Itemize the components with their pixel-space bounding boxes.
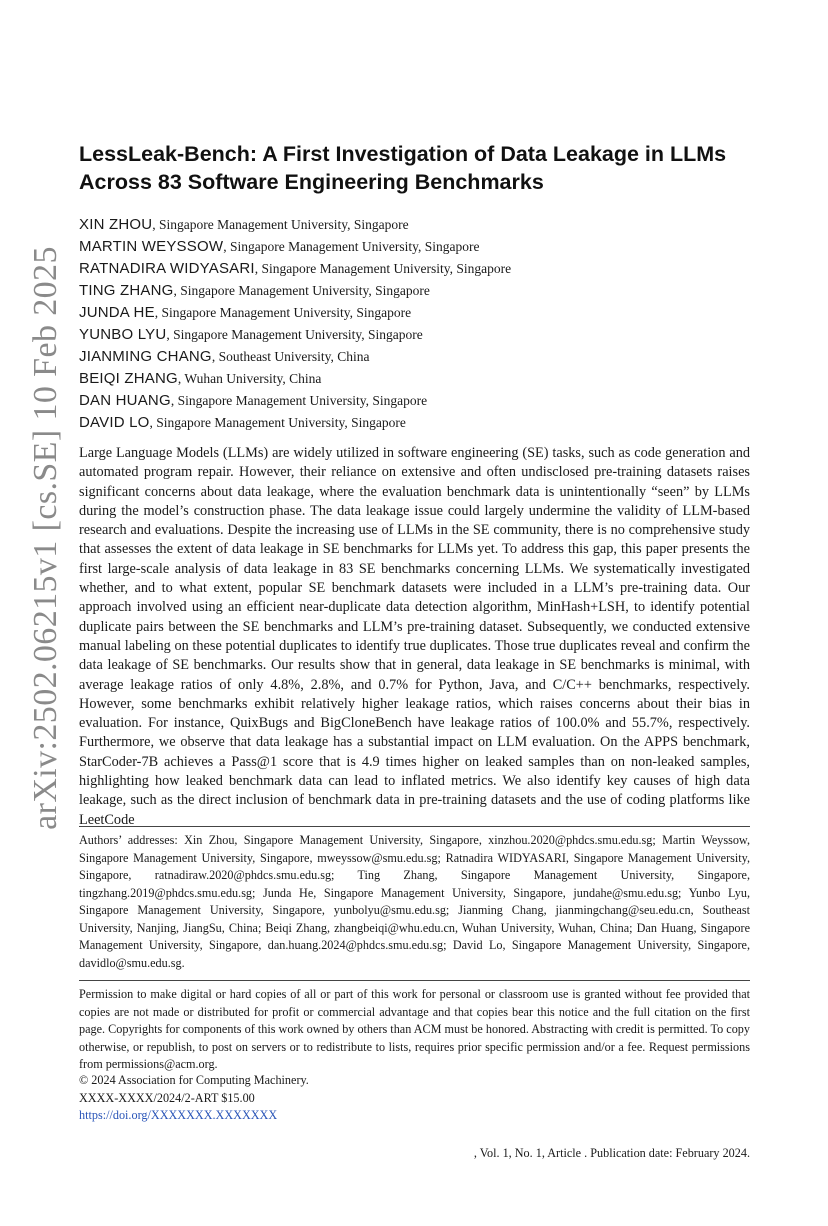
author-entry bbox=[79, 236, 750, 258]
doi-link[interactable]: https://doi.org/XXXXXXX.XXXXXXX bbox=[79, 1108, 278, 1122]
address-divider bbox=[79, 826, 750, 827]
author-entry bbox=[79, 368, 750, 390]
author-entry bbox=[79, 390, 750, 412]
author-entry bbox=[79, 346, 750, 368]
author-entry bbox=[79, 280, 750, 302]
author-affiliation: , Southeast University, China bbox=[211, 349, 370, 364]
author-affiliation: , Singapore Management University, Singapore bbox=[254, 261, 512, 276]
arxiv-identifier bbox=[0, 0, 64, 1226]
publication-meta bbox=[79, 1072, 750, 1125]
author-list bbox=[79, 214, 750, 434]
permission-divider bbox=[79, 980, 750, 981]
abstract: Large Language Models (LLMs) are widely utilized in software engineering (SE) tasks, such as code generation and automated program repair. However, their reliance on extensive and often undisclosed pre-training datasets raises significant concerns about data leakage, where the evaluation benchmark data is unintentionally “seen” by LLMs during the model’s construction phase. The data leakage issue could largely undermine the validity of LLM-based research and evaluations. Despite the increasing use of LLMs in the SE community, there is no comprehensive study that assesses the extent of data leakage in SE benchmarks for LLMs yet. To address this gap, this paper presents the first large-scale analysis of data leakage in 83 SE benchmarks concerning LLMs. We systematically investigated whether, and to what extent, popular SE benchmark datasets were included in a LLM’s pre-training data. Our approach involved using an efficient near-duplicate data detection algorithm, MinHash+LSH, to identify potential duplicate pairs between the SE benchmarks and LLM’s pre-training dataset. Subsequently, we conducted extensive manual labeling on these potential duplicates to identify true duplicates. Those true duplicates reveal and confirm the data leakage of SE benchmarks. Our results show that in general, data leakage in SE benchmarks is minimal, with average leakage ratios of only 4.8%, 2.8%, and 0.7% for Python, Java, and C/C++ benchmarks, respectively. However, some benchmarks exhibit relatively higher leakage ratios, which raises concerns about their bias in evaluation. For instance, QuixBugs and BigCloneBench have leakage ratios of 100.0% and 55.7%, respectively. Furthermore, we observe that data leakage has a substantial impact on LLM evaluation. On the APPS benchmark, StarCoder-7B achieves a Pass@1 score that is 4.9 times higher on leaked samples than on non-leaked samples, highlighting how leaked benchmark data can lead to inflated metrics. We also identify key causes of high data leakage, such as the direct inclusion of benchmark data in pre-training datasets and the use of coding platforms like LeetCode bbox=[79, 445, 750, 828]
issn-line: XXXX-XXXX/2024/2-ART $15.00 bbox=[79, 1090, 255, 1105]
author-entry bbox=[79, 302, 750, 324]
author-affiliation: , Singapore Management University, Singapore bbox=[173, 283, 430, 298]
paper-title: LessLeak-Bench: A First Investigation of Data Leakage in LLMs Across 83 Software Engineering Benchmarks bbox=[79, 142, 727, 194]
author-entry bbox=[79, 258, 750, 280]
permission-notice: Permission to make digital or hard copies of all or part of this work for personal or classroom use is granted without fee provided that copies are not made or distributed for profit or commercial advantage and that copies bear this notice and the full citation on the first page. Copyrights for components of this work owned by others than ACM must be honored. Abstracting with credit is permitted. To copy otherwise, or republish, to post on servers or to redistribute to lists, requires prior specific permission and/or a fee. Request permissions from permissions@acm.org. bbox=[79, 987, 750, 1071]
author-affiliation: , Singapore Management University, Singapore bbox=[170, 393, 428, 408]
author-affiliation: , Singapore Management University, Singapore bbox=[154, 305, 412, 320]
author-entry bbox=[79, 412, 750, 434]
author-entry bbox=[79, 324, 750, 346]
author-name: TING ZHANG bbox=[79, 282, 174, 299]
author-name: MARTIN WEYSSOW bbox=[79, 238, 224, 255]
author-affiliation: , Singapore Management University, Singapore bbox=[152, 217, 409, 232]
copyright-line: © 2024 Association for Computing Machinery. bbox=[79, 1073, 309, 1087]
author-affiliation: , Singapore Management University, Singapore bbox=[223, 239, 480, 254]
author-name: JIANMING CHANG bbox=[79, 348, 212, 365]
author-name: JUNDA HE bbox=[79, 304, 155, 321]
author-affiliation: , Wuhan University, China bbox=[177, 371, 322, 386]
author-name: DAVID LO bbox=[79, 414, 150, 431]
author-affiliation: , Singapore Management University, Singapore bbox=[149, 415, 406, 430]
author-addresses: Authors’ addresses: Xin Zhou, Singapore Management University, Singapore, xinzhou.2020@phdcs.smu.edu.sg; Martin Weyssow, Singapore Management University, Singapore, mweyssow@smu.edu.sg; Ratnadira WIDYASARI, Singapore Management University, Singapore, ratnadiraw.2020@phdcs.smu.edu.sg; Ting Zhang, Singapore Management University, Singapore, tingzhang.2019@phdcs.smu.edu.sg; Junda He, Singapore Management University, Singapore, jundahe@smu.edu.sg; Yunbo Lyu, Singapore Management University, Singapore, yunbolyu@smu.edu.sg; Jianming Chang, jianmingchang@seu.edu.cn, Southeast University, Nanjing, JiangSu, China; Beiqi Zhang, zhangbeiqi@whu.edu.cn, Wuhan University, Wuhan, China; Dan Huang, Singapore Management University, Singapore, dan.huang.2024@phdcs.smu.edu.sg; David Lo, Singapore Management University, Singapore, davidlo@smu.edu.sg. bbox=[79, 833, 750, 970]
arxiv-identifier-text: arXiv:2502.06215v1 [cs.SE] 10 Feb 2025 bbox=[27, 246, 64, 830]
author-name: YUNBO LYU bbox=[79, 326, 167, 343]
author-name: BEIQI ZHANG bbox=[79, 370, 178, 387]
author-name: RATNADIRA WIDYASARI bbox=[79, 260, 255, 277]
page-footer: , Vol. 1, No. 1, Article . Publication date: February 2024. bbox=[473, 1146, 750, 1160]
author-name: XIN ZHOU bbox=[79, 216, 153, 233]
author-name: DAN HUANG bbox=[79, 392, 171, 409]
author-affiliation: , Singapore Management University, Singapore bbox=[166, 327, 423, 342]
author-entry bbox=[79, 214, 750, 236]
